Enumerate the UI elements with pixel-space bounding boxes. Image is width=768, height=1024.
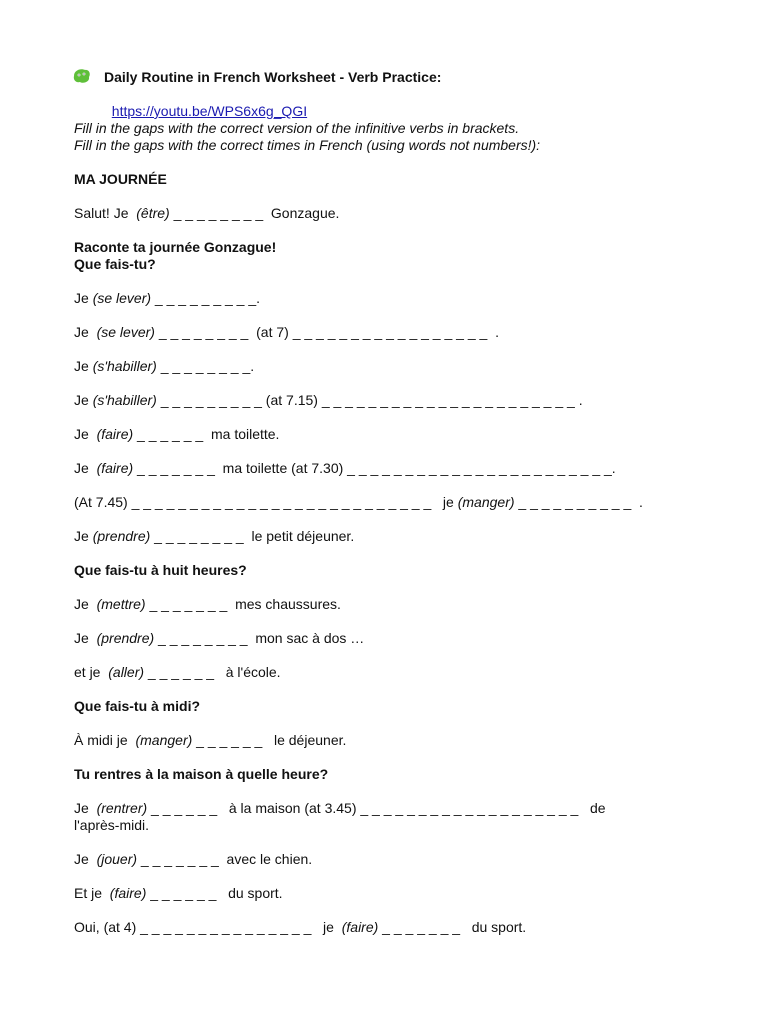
exercise-line: Je (prendre) _ _ _ _ _ _ _ _ le petit déjeuner. [74,528,355,544]
question-rentres: Tu rentres à la maison à quelle heure? [74,766,329,782]
exercise-line: Je (se lever) _ _ _ _ _ _ _ _ (at 7) _ _ _ _ _ _ _ _ _ _ _ _ _ _ _ _ _ . [74,324,499,340]
section-title: MA JOURNÉE [74,171,167,187]
question-huit-heures: Que fais-tu à huit heures? [74,562,247,578]
exercise-line: Et je (faire) _ _ _ _ _ _ du sport. [74,885,283,901]
exercise-line: Je (s'habiller) _ _ _ _ _ _ _ _ _ (at 7.15) _ _ _ _ _ _ _ _ _ _ _ _ _ _ _ _ _ _ _ _ _ _ . [74,392,583,408]
exercise-line: Je (mettre) _ _ _ _ _ _ _ mes chaussures. [74,596,341,612]
exercise-line: (At 7.45) _ _ _ _ _ _ _ _ _ _ _ _ _ _ _ _ _ _ _ _ _ _ _ _ _ _ je (manger) _ _ _ _ _ _ _ _ _ _ . [74,494,643,510]
question-midi: Que fais-tu à midi? [74,698,201,714]
instruction-2: Fill in the gaps with the correct times in French (using words not numbers!): [74,137,541,153]
exercise-line: À midi je (manger) _ _ _ _ _ _ le déjeuner. [74,732,347,748]
exercise-line: Je (faire) _ _ _ _ _ _ ma toilette. [74,426,280,442]
exercise-line: Je (prendre) _ _ _ _ _ _ _ _ mon sac à dos … [74,630,365,646]
exercise-line: Je (jouer) _ _ _ _ _ _ _ avec le chien. [74,851,313,867]
exercise-line-salut: Salut! Je (être) _ _ _ _ _ _ _ _ Gonzague. [74,205,340,221]
exercise-line: Je (rentrer) _ _ _ _ _ _ à la maison (at 3.45) _ _ _ _ _ _ _ _ _ _ _ _ _ _ _ _ _ _ _ de [74,800,606,816]
question-que-fais-tu: Que fais-tu? [74,256,156,272]
exercise-line: Je (se lever) _ _ _ _ _ _ _ _ _. [74,290,261,306]
exercise-line: Je (s'habiller) _ _ _ _ _ _ _ _. [74,358,255,374]
video-link[interactable]: https://youtu.be/WPS6x6g_QGI [111,103,308,119]
exercise-line-continuation: l'après-midi. [74,817,150,833]
instruction-1: Fill in the gaps with the correct version of the infinitive verbs in brackets. [74,120,520,136]
question-raconte: Raconte ta journée Gonzague! [74,239,277,255]
worksheet-logo-icon [72,67,92,85]
exercise-line: Oui, (at 4) _ _ _ _ _ _ _ _ _ _ _ _ _ _ _ je (faire) _ _ _ _ _ _ _ du sport. [74,919,527,935]
exercise-line: et je (aller) _ _ _ _ _ _ à l'école. [74,664,281,680]
worksheet-title: Daily Routine in French Worksheet - Verb Practice: [104,69,442,85]
exercise-line: Je (faire) _ _ _ _ _ _ _ ma toilette (at 7.30) _ _ _ _ _ _ _ _ _ _ _ _ _ _ _ _ _ _ _ _ _ _ _. [74,460,616,476]
